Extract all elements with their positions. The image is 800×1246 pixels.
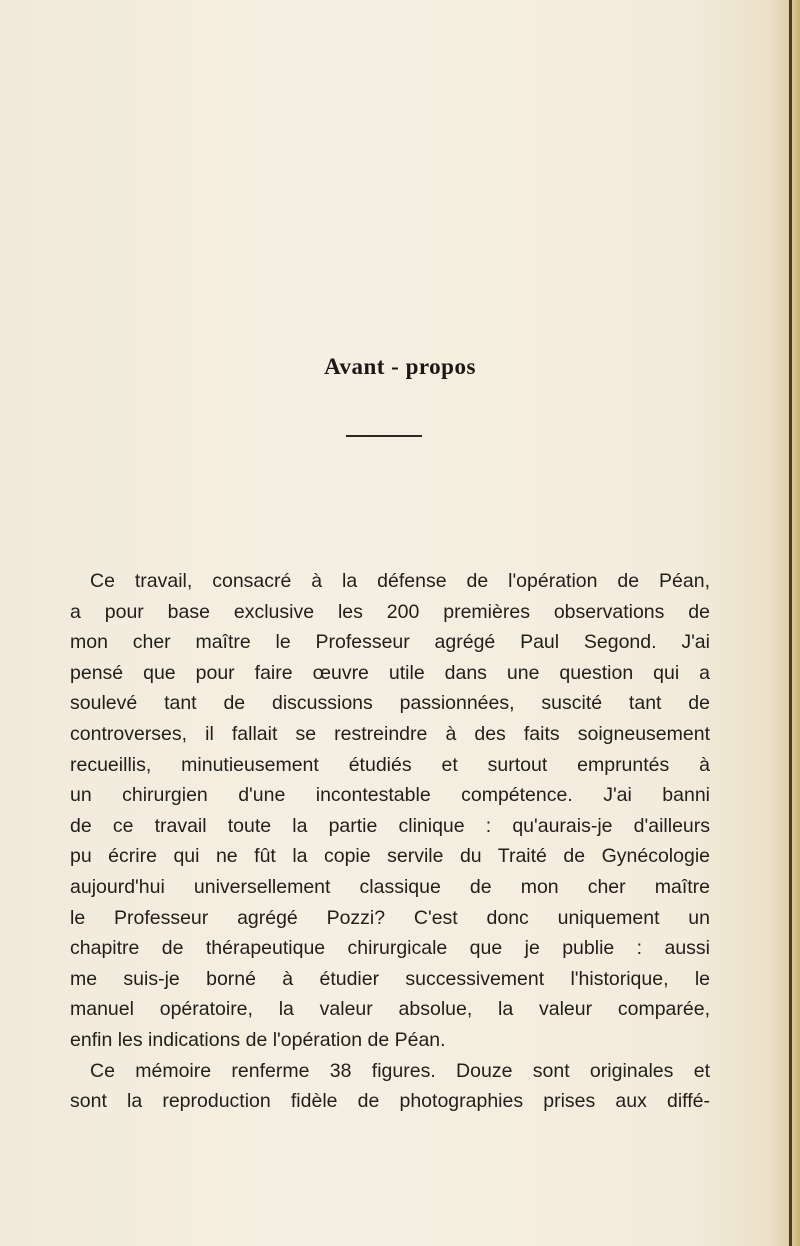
text-line: pu écrire qui ne fût la copie servile du Traité de Gynécologie [70, 845, 710, 868]
text-line: enfin les indications de l'opération de Péan. [70, 1028, 446, 1051]
text-line: manuel opératoire, la valeur absolue, la valeur comparée, [70, 998, 710, 1021]
text-line: de ce travail toute la partie clinique : qu'aurais-je d'ailleurs [70, 814, 710, 837]
page-edge-shadow [789, 0, 792, 1246]
text-line: aujourd'hui universellement classique de mon cher maître [70, 875, 710, 898]
text-line: pensé que pour faire œuvre utile dans une question qui a [70, 661, 710, 684]
text-line: mon cher maître le Professeur agrégé Paul Segond. J'ai [70, 631, 710, 654]
text-line: controverses, il fallait se restreindre à des faits soigneusement [70, 722, 710, 745]
text-line: recueillis, minutieusement étudiés et surtout empruntés à [70, 753, 710, 776]
text-line: me suis-je borné à étudier successivement l'historique, le [70, 967, 710, 990]
text-line: le Professeur agrégé Pozzi? C'est donc uniquement un [70, 906, 710, 929]
text-line: chapitre de thérapeutique chirurgicale que je publie : aussi [70, 937, 710, 960]
text-line: soulevé tant de discussions passionnées, suscité tant de [70, 692, 710, 715]
paragraph-2 [70, 1056, 710, 1117]
paragraph-1 [70, 566, 710, 1056]
page-title: Avant - propos [324, 354, 476, 380]
text-line: un chirurgien d'une incontestable compétence. J'ai banni [70, 784, 710, 807]
text-line: a pour base exclusive les 200 premières observations de [70, 600, 710, 623]
foreword-text [70, 566, 710, 1117]
text-line: Ce mémoire renferme 38 figures. Douze sont originales et [90, 1059, 710, 1082]
title-divider [346, 435, 422, 437]
text-line: Ce travail, consacré à la défense de l'opération de Péan, [90, 570, 710, 592]
text-line: sont la reproduction fidèle de photographies prises aux diffé- [70, 1090, 710, 1113]
